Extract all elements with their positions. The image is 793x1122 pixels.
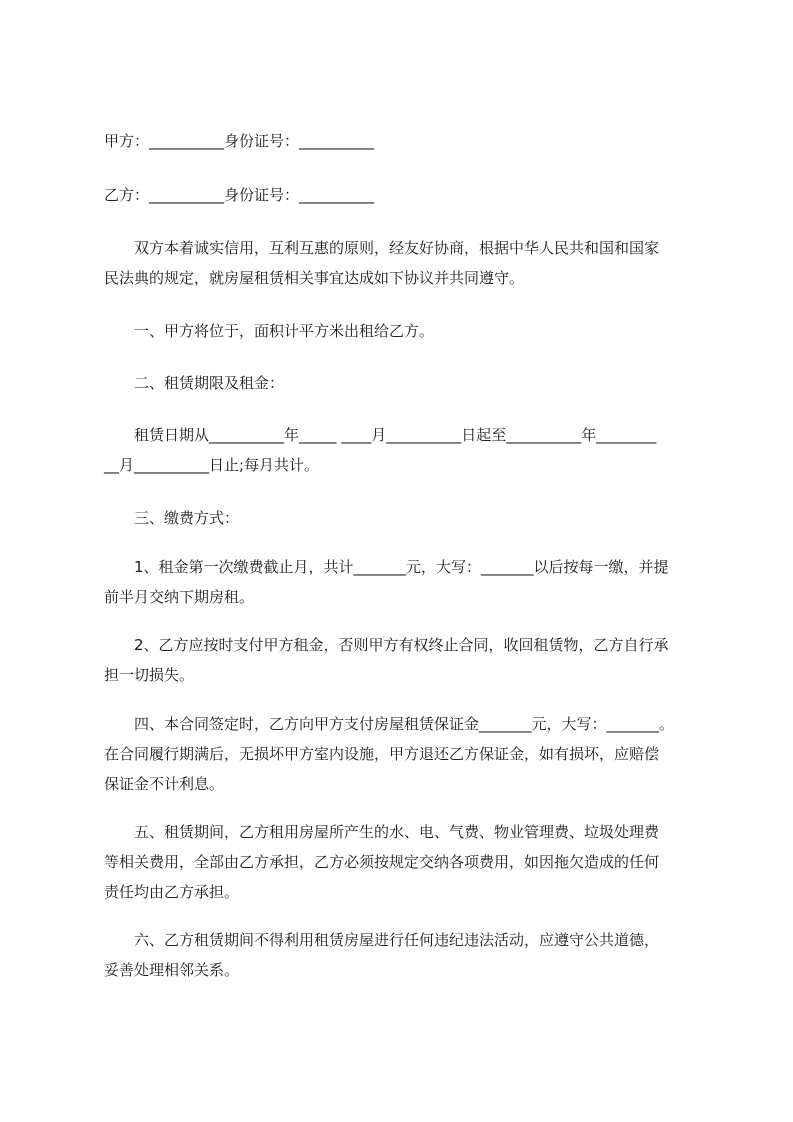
intro-paragraph (104, 233, 706, 293)
clause-6 (104, 925, 706, 985)
clause-2-title: 二、租赁期限及租金： (104, 374, 285, 392)
intro-line-1: 双方本着诚实信用，互利互惠的原则，经友好协商，根据中华人民共和国和国家 (104, 239, 660, 257)
clause-3-item-2-line-2: 担一切损失。 (104, 666, 195, 684)
clause-3-item-2-line-1: 2、乙方应按时支付甲方租金，否则甲方有权终止合同，收回租赁物，乙方自行承 (104, 636, 669, 654)
clause-4-line-1: 四、本合同签定时，乙方向甲方支付房屋租赁保证金_______元，大写：_______。 (104, 715, 675, 733)
clause-3-item-2 (104, 630, 706, 690)
clause-4 (104, 709, 706, 799)
clause-1: 一、甲方将位于，面积计平方米出租给乙方。 (104, 322, 435, 340)
party-a-line: 甲方：__________身份证号：__________ (104, 132, 375, 150)
clause-4-line-3: 保证金不计利息。 (104, 775, 225, 793)
clause-5 (104, 817, 706, 907)
clause-3-item-1 (104, 552, 706, 612)
clause-5-line-2: 等相关费用，全部由乙方承担，乙方必须按规定交纳各项费用，如因拖欠造成的任何 (104, 853, 660, 871)
party-b-line: 乙方：__________身份证号：__________ (104, 186, 375, 204)
clause-5-line-1: 五、租赁期间，乙方租用房屋所产生的水、电、气费、物业管理费、垃圾处理费 (104, 823, 660, 841)
clause-4-line-2: 在合同履行期满后，无损坏甲方室内设施，甲方退还乙方保证金，如有损坏，应赔偿 (104, 745, 660, 763)
clause-2-line-2: __月__________日止;每月共计。 (104, 456, 320, 474)
clause-2-line-1: 租赁日期从__________年_____ ____月__________日起至__________年________ (104, 426, 657, 444)
clause-3-item-1-line-2: 前半月交纳下期房租。 (104, 588, 255, 606)
clause-6-line-2: 妥善处理相邻关系。 (104, 961, 240, 979)
clause-6-line-1: 六、乙方租赁期间不得利用租赁房屋进行任何违纪违法活动，应遵守公共道德， (104, 931, 660, 949)
clause-3-item-1-line-1: 1、租金第一次缴费截止月，共计_______元，大写：_______以后按每一缴，并提 (104, 558, 669, 576)
clause-5-line-3: 责任均由乙方承担。 (104, 883, 240, 901)
clause-3-title: 三、缴费方式： (104, 509, 240, 527)
intro-line-2: 民法典的规定，就房屋租赁相关事宜达成如下协议并共同遵守。 (104, 269, 525, 287)
clause-2-body (104, 420, 706, 480)
